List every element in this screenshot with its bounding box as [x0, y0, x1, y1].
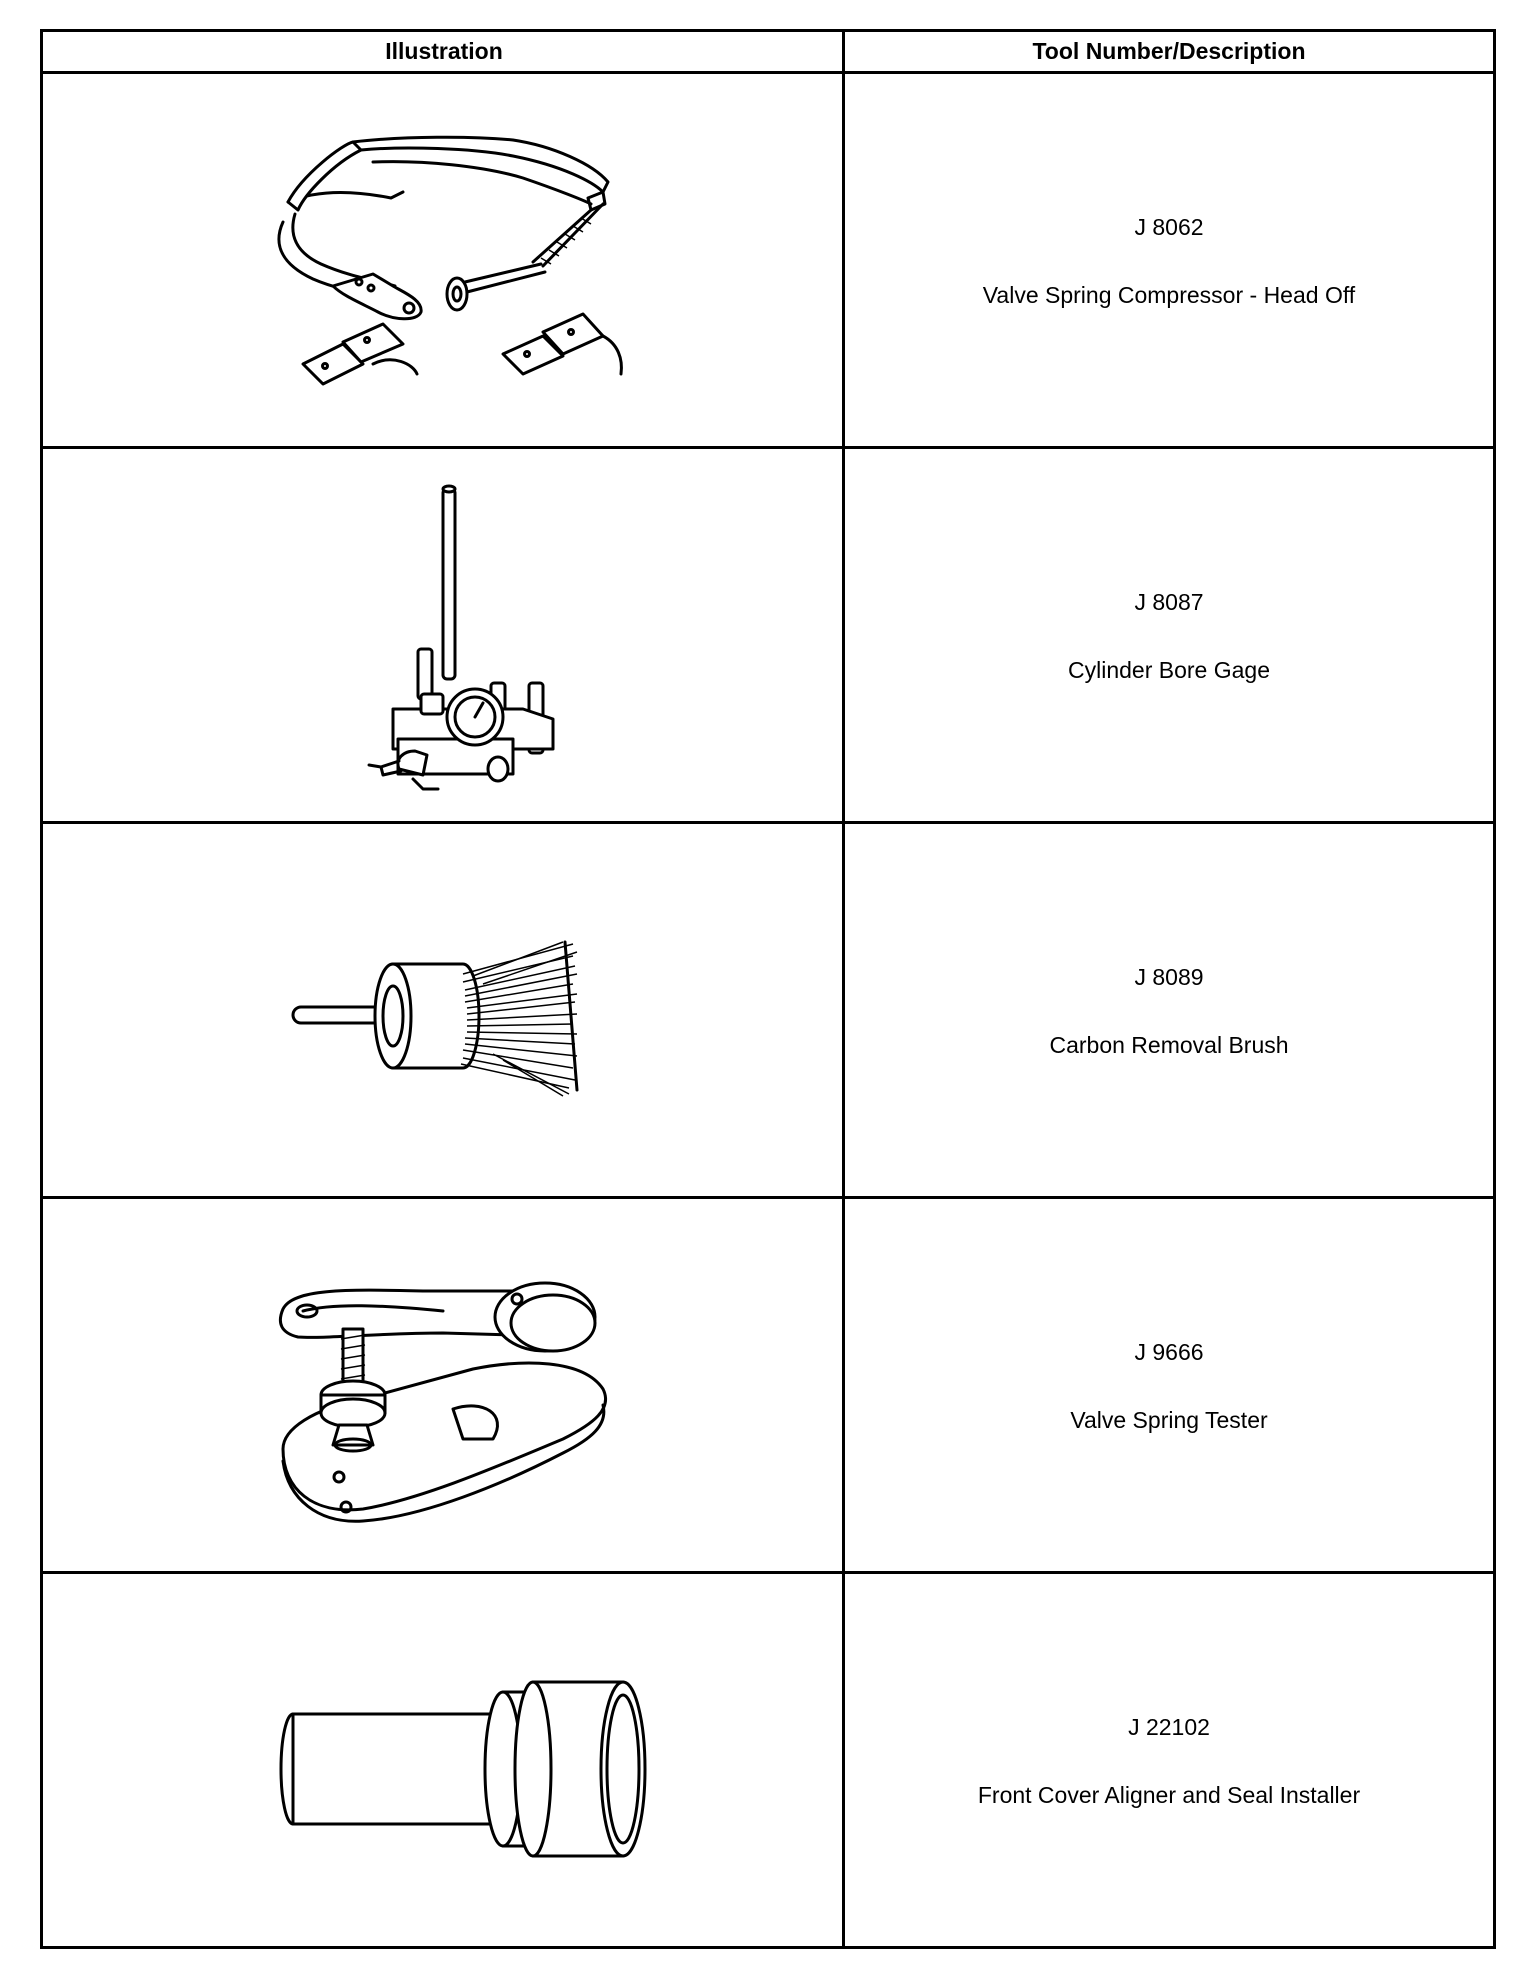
table-row	[43, 1199, 1493, 1574]
tool-cell	[845, 449, 1493, 821]
tool-number: J 8089	[1134, 964, 1204, 990]
illustration-cell	[43, 1574, 842, 1949]
table-row	[43, 824, 1493, 1199]
tool-number: J 8087	[1134, 589, 1204, 615]
tool-cell	[845, 1574, 1493, 1949]
carbon-removal-brush-icon	[43, 824, 842, 1196]
table-header-row	[43, 32, 1493, 74]
tool-description: Carbon Removal Brush	[1049, 1032, 1289, 1058]
tool-cell	[845, 1199, 1493, 1571]
tool-number: J 9666	[1134, 1339, 1204, 1365]
tool-cell	[845, 824, 1493, 1196]
tools-table	[40, 29, 1496, 1949]
tool-description: Front Cover Aligner and Seal Installer	[977, 1782, 1361, 1808]
tool-number: J 8062	[1134, 214, 1204, 240]
front-cover-aligner-icon	[43, 1574, 842, 1946]
tool-description: Valve Spring Tester	[1070, 1407, 1268, 1433]
table-row	[43, 74, 1493, 449]
tool-description: Cylinder Bore Gage	[1068, 657, 1270, 683]
valve-spring-compressor-icon	[43, 74, 842, 446]
cylinder-bore-gage-icon	[43, 449, 842, 821]
table-row	[43, 449, 1493, 824]
illustration-cell	[43, 74, 842, 446]
illustration-cell	[43, 449, 842, 821]
illustration-cell	[43, 1199, 842, 1571]
table-row	[43, 1574, 1493, 1949]
valve-spring-tester-icon	[43, 1199, 842, 1571]
tool-number: J 22102	[1128, 1714, 1210, 1740]
tool-cell	[845, 74, 1493, 446]
tool-description: Valve Spring Compressor - Head Off	[982, 282, 1356, 308]
header-tool-description: Tool Number/Description	[1032, 38, 1306, 64]
header-illustration: Illustration	[385, 38, 503, 64]
illustration-cell	[43, 824, 842, 1196]
